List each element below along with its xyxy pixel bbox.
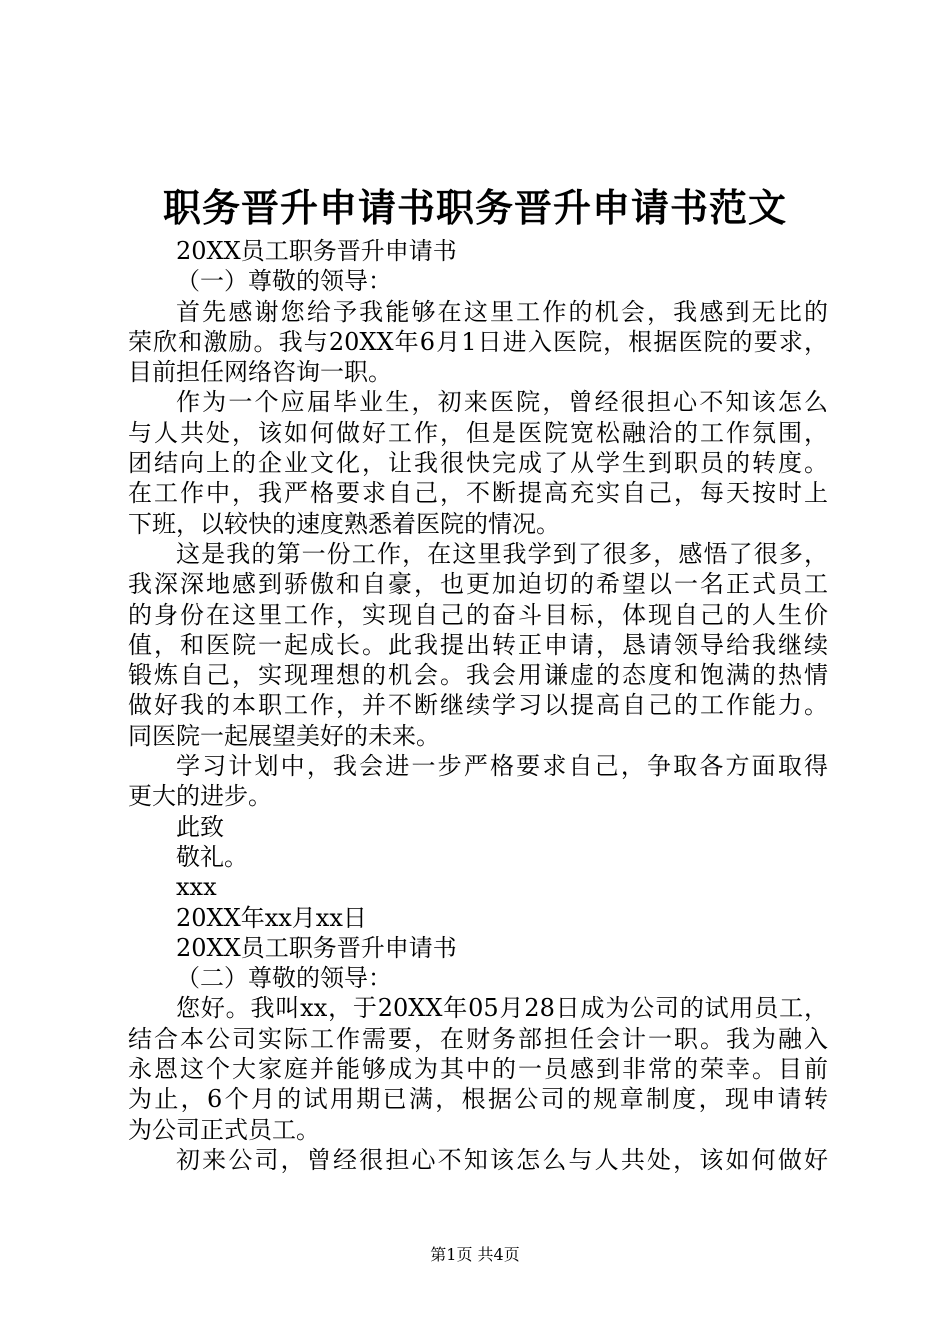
paragraph-line: 团结向上的企业文化，让我很快完成了从学生到职员的转度。 xyxy=(128,449,828,478)
document-body xyxy=(128,236,828,1175)
salutation: （二）尊敬的领导： xyxy=(176,964,392,993)
paragraph-line: 锻炼自己，实现理想的机会。我会用谦虚的态度和饱满的热情 xyxy=(128,661,828,690)
closing-line: 此致 xyxy=(176,812,224,841)
paragraph-line: 的身份在这里工作，实现自己的奋斗目标，体现自己的人生价 xyxy=(128,600,828,629)
paragraph-line: 为止，6个月的试用期已满，根据公司的规章制度，现申请转 xyxy=(128,1085,828,1114)
paragraph-line: 值，和医院一起成长。此我提出转正申请，恳请领导给我继续 xyxy=(128,630,828,659)
paragraph-line: 您好。我叫xx，于20XX年05月28日成为公司的试用员工， xyxy=(176,994,828,1023)
page-number-footer: 第1页 共4页 xyxy=(430,1245,520,1264)
paragraph-line: 作为一个应届毕业生，初来医院，曾经很担心不知该怎么 xyxy=(176,388,828,417)
paragraph-line: 在工作中，我严格要求自己，不断提高充实自己，每天按时上 xyxy=(128,479,828,508)
paragraph-line: 为公司正式员工。 xyxy=(128,1115,320,1144)
section-heading: 20XX员工职务晋升申请书 xyxy=(176,933,457,962)
paragraph-line: 这是我的第一份工作，在这里我学到了很多，感悟了很多， xyxy=(176,539,828,568)
closing-line: 敬礼。 xyxy=(176,842,248,871)
paragraph-line: 下班，以较快的速度熟悉着医院的情况。 xyxy=(128,509,560,538)
document-title: 职务晋升申请书职务晋升申请书范文 xyxy=(162,185,787,230)
paragraph-line: 我深深地感到骄傲和自豪，也更加迫切的希望以一名正式员工 xyxy=(128,570,828,599)
paragraph-line: 永恩这个大家庭并能够成为其中的一员感到非常的荣幸。目前 xyxy=(128,1055,828,1084)
paragraph-line: 做好我的本职工作，并不断继续学习以提高自己的工作能力。 xyxy=(128,691,828,720)
paragraph-line: 结合本公司实际工作需要，在财务部担任会计一职。我为融入 xyxy=(128,1024,828,1053)
paragraph-line: 初来公司，曾经很担心不知该怎么与人共处，该如何做好 xyxy=(176,1145,828,1174)
paragraph-line: 荣欣和激励。我与20XX年6月1日进入医院，根据医院的要求， xyxy=(128,327,828,356)
signature-date: 20XX年xx月xx日 xyxy=(176,903,367,932)
salutation: （一）尊敬的领导： xyxy=(176,267,392,296)
paragraph-line: 首先感谢您给予我能够在这里工作的机会，我感到无比的 xyxy=(176,297,828,326)
signature-name: xxx xyxy=(176,873,217,902)
paragraph-line: 目前担任网络咨询一职。 xyxy=(128,358,392,387)
paragraph-line: 学习计划中，我会进一步严格要求自己，争取各方面取得 xyxy=(176,752,828,781)
section-heading: 20XX员工职务晋升申请书 xyxy=(176,237,457,265)
paragraph-line: 与人共处，该如何做好工作，但是医院宽松融洽的工作氛围， xyxy=(128,418,828,447)
paragraph-line: 同医院一起展望美好的未来。 xyxy=(128,721,440,750)
paragraph-line: 更大的进步。 xyxy=(128,782,272,811)
